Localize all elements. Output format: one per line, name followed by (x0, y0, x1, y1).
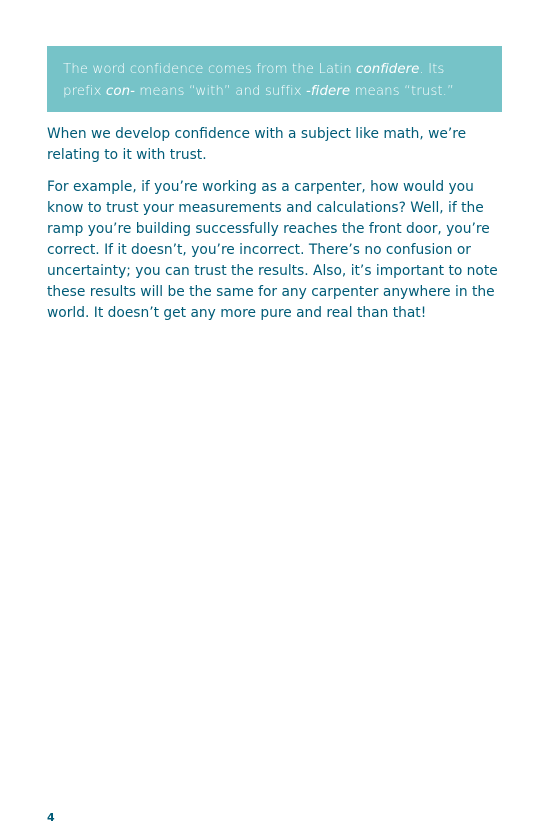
callout-term-prefix: con- (105, 84, 135, 99)
callout-term-suffix: -fidere (306, 84, 351, 99)
callout-term-confidere: confidere (356, 62, 420, 77)
definition-callout (47, 46, 502, 112)
callout-text: . Its prefix (63, 62, 445, 99)
callout-text: means “trust.” (350, 84, 454, 99)
callout-text: means “with” and suffix (135, 84, 307, 99)
body-paragraph: For example, if you’re working as a carpenter, how would you know to trust your measurements and calculations? Well, if the ramp you’re building successfully reaches the front door, you’re correct. If it doesn’t, you’re incorrect. There’s no confusion or uncertainty; you can trust the results. Also, it’s important to note these results will be the same for any carpenter anywhere in the world. It doesn’t get any more pure and real than that! (47, 179, 498, 321)
page-number: 4 (47, 811, 55, 824)
body-paragraph: When we develop confidence with a subject like math, we’re relating to it with trust. (47, 126, 467, 163)
callout-text: The word confidence comes from the Latin (63, 62, 357, 77)
